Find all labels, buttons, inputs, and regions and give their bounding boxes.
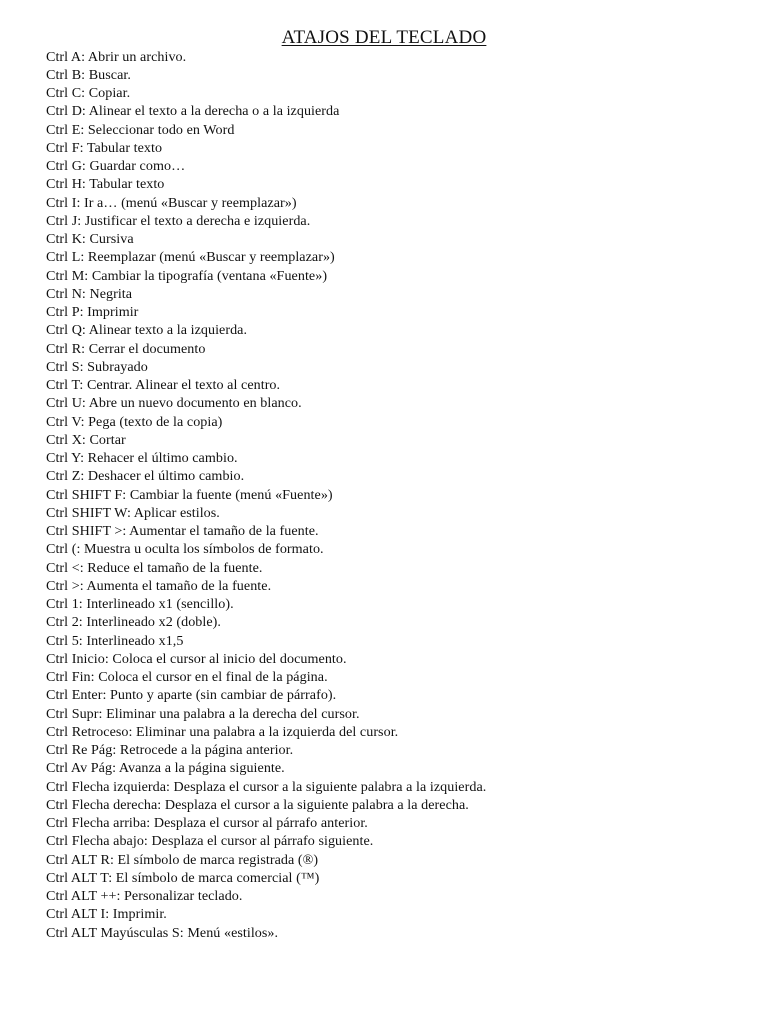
document-title: ATAJOS DEL TECLADO xyxy=(281,27,487,48)
shortcut-item: Ctrl G: Guardar como… xyxy=(46,158,186,174)
shortcut-item: Ctrl ALT ++: Personalizar teclado. xyxy=(46,888,243,904)
shortcut-item: Ctrl N: Negrita xyxy=(46,285,133,302)
shortcut-item: Ctrl P: Imprimir xyxy=(46,304,139,320)
shortcut-item: Ctrl Flecha arriba: Desplaza el cursor al párrafo anterior. xyxy=(46,815,368,831)
shortcut-item: Ctrl Enter: Punto y aparte (sin cambiar de párrafo). xyxy=(46,687,337,704)
shortcut-item: Ctrl F: Tabular texto xyxy=(46,139,163,156)
shortcut-item: Ctrl ALT R: El símbolo de marca registrada (®) xyxy=(46,851,319,868)
shortcut-item: Ctrl SHIFT >: Aumentar el tamaño de la fuente. xyxy=(46,523,319,539)
shortcut-item: Ctrl M: Cambiar la tipografía (ventana «Fuente») xyxy=(46,267,328,284)
shortcut-item: Ctrl U: Abre un nuevo documento en blanco. xyxy=(46,395,302,412)
shortcut-item: Ctrl SHIFT W: Aplicar estilos. xyxy=(46,504,220,521)
shortcut-item: Ctrl ALT T: El símbolo de marca comercial (™) xyxy=(46,869,320,886)
shortcut-item: Ctrl Flecha abajo: Desplaza el cursor al párrafo siguiente. xyxy=(46,833,374,850)
shortcut-item: Ctrl K: Cursiva xyxy=(46,231,134,247)
shortcut-item: Ctrl Flecha izquierda: Desplaza el cursor a la siguiente palabra a la izquierda. xyxy=(46,778,487,795)
shortcut-item: Ctrl Supr: Eliminar una palabra a la derecha del cursor. xyxy=(46,705,360,722)
shortcut-item: Ctrl (: Muestra u oculta los símbolos de formato. xyxy=(46,541,324,558)
shortcut-item: Ctrl Q: Alinear texto a la izquierda. xyxy=(46,322,248,339)
shortcut-item: Ctrl E: Seleccionar todo en Word xyxy=(46,121,235,138)
shortcut-item: Ctrl C: Copiar. xyxy=(46,85,131,101)
shortcut-item: Ctrl 1: Interlineado x1 (sencillo). xyxy=(46,596,234,612)
shortcut-item: Ctrl L: Reemplazar (menú «Buscar y reemplazar») xyxy=(46,249,335,266)
shortcut-item: Ctrl ALT I: Imprimir. xyxy=(46,906,167,923)
shortcut-item: Ctrl V: Pega (texto de la copia) xyxy=(46,413,223,430)
shortcut-item: Ctrl B: Buscar. xyxy=(46,66,131,83)
shortcut-item: Ctrl Inicio: Coloca el cursor al inicio del documento. xyxy=(46,650,347,667)
shortcut-item: Ctrl Z: Deshacer el último cambio. xyxy=(46,468,245,485)
shortcut-item: Ctrl H: Tabular texto xyxy=(46,176,165,193)
shortcut-item: Ctrl T: Centrar. Alinear el texto al centro. xyxy=(46,377,281,393)
shortcut-item: Ctrl <: Reduce el tamaño de la fuente. xyxy=(46,559,263,576)
shortcut-item: Ctrl ALT Mayúsculas S: Menú «estilos». xyxy=(46,924,279,941)
shortcut-item: Ctrl 2: Interlineado x2 (doble). xyxy=(46,614,221,631)
shortcut-item: Ctrl J: Justificar el texto a derecha e izquierda. xyxy=(46,212,311,229)
shortcut-item: Ctrl X: Cortar xyxy=(46,431,126,448)
shortcut-item: Ctrl R: Cerrar el documento xyxy=(46,340,206,357)
shortcut-item: Ctrl Y: Rehacer el último cambio. xyxy=(46,450,238,466)
shortcut-item: Ctrl S: Subrayado xyxy=(46,358,148,375)
shortcut-item: Ctrl Flecha derecha: Desplaza el cursor a la siguiente palabra a la derecha. xyxy=(46,796,469,813)
shortcut-item: Ctrl Fin: Coloca el cursor en el final de la página. xyxy=(46,669,328,685)
shortcut-item: Ctrl Retroceso: Eliminar una palabra a la izquierda del cursor. xyxy=(46,723,399,740)
shortcut-item: Ctrl >: Aumenta el tamaño de la fuente. xyxy=(46,577,272,594)
shortcut-item: Ctrl SHIFT F: Cambiar la fuente (menú «Fuente») xyxy=(46,486,333,503)
shortcut-item: Ctrl D: Alinear el texto a la derecha o a la izquierda xyxy=(46,103,340,120)
shortcut-list xyxy=(46,48,746,942)
shortcut-item: Ctrl Re Pág: Retrocede a la página anterior. xyxy=(46,742,294,758)
shortcut-item: Ctrl A: Abrir un archivo. xyxy=(46,48,187,65)
shortcut-item: Ctrl Av Pág: Avanza a la página siguiente. xyxy=(46,760,285,777)
shortcut-item: Ctrl I: Ir a… (menú «Buscar y reemplazar») xyxy=(46,194,297,211)
shortcut-item: Ctrl 5: Interlineado x1,5 xyxy=(46,632,184,649)
